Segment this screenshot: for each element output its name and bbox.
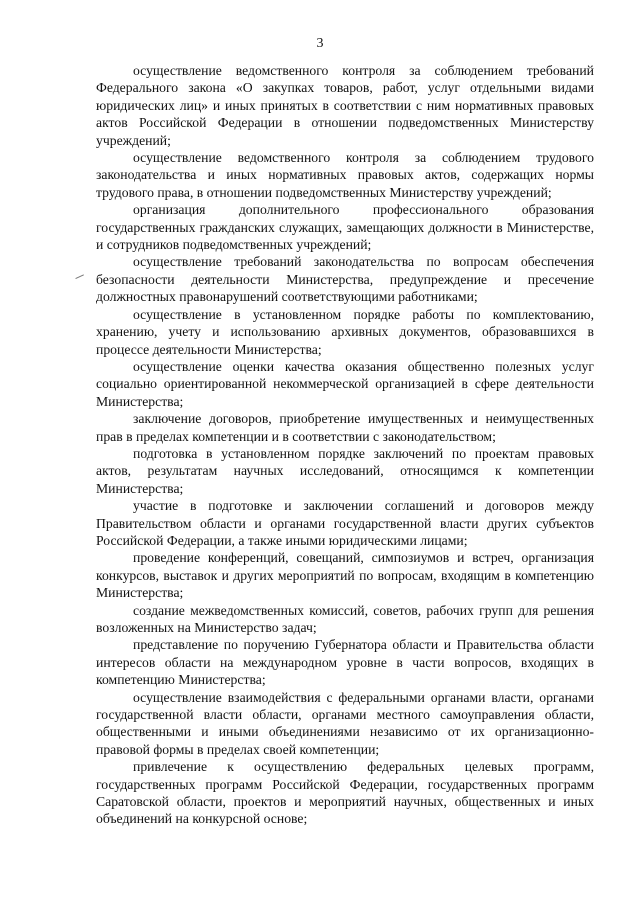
paragraph-conferences: проведение конференций, совещаний, симпозиумов и встреч, организация конкурсов, выставок и других мероприятий по вопросам, входящим в компетенцию Министерства; [96,550,594,601]
margin-pen-mark [75,274,85,282]
paragraph-interaction: осуществление взаимодействия с федеральными органами власти, органами государственной власти области, органами местного самоуправления области, общественными и иными объединениями независимо от их организационно-правовой формы в пределах своей компетенции; [96,689,594,757]
paragraph-commissions: создание межведомственных комиссий, советов, рабочих групп для решения возложенных на Министерство задач; [96,602,594,635]
page-number: 3 [316,36,324,51]
document-body [96,62,594,828]
paragraph-departmental-control-procurement: осуществление ведомственного контроля за соблюдением требований Федерального закона «О закупках товаров, работ, услуг отдельными видами юридических лиц» и иных принятых в соответствии с ним нормативных правовых актов Российской Федерации в отношении подведомственных Министерству учреждений; [96,63,594,148]
paragraph-professional-education: организация дополнительного профессионального образования государственных гражданских служащих, замещающих должности в Министерстве, и сотрудников подведомственных учреждений; [96,202,594,253]
paragraph-archive-documents: осуществление в установленном порядке работы по комплектованию, хранению, учету и использованию архивных документов, образовавшихся в процессе деятельности Министерства; [96,306,594,357]
paragraph-programs-involvement: привлечение к осуществлению федеральных целевых программ, государственных программ Российской Федерации, государственных программ Саратовской области, проектов и мероприятий научных, общественных и иных объединений на конкурсной основе; [96,759,594,827]
paragraph-security-requirements: осуществление требований законодательства по вопросам обеспечения безопасности деятельности Министерства, предупреждение и пресечение должностных правонарушений соответствующими работниками; [96,254,594,305]
paragraph-service-quality-assessment: осуществление оценки качества оказания общественно полезных услуг социально ориентированной некоммерческой организацией в сфере деятельности Министерства; [96,358,594,409]
paragraph-legal-conclusions: подготовка в установленном порядке заключений по проектам правовых актов, результатам научных исследований, относящимся к компетенции Министерства; [96,445,594,496]
paragraph-international-representation: представление по поручению Губернатора области и Правительства области интересов области на международном уровне в части вопросов, входящих в компетенцию Министерства; [96,637,594,688]
paragraph-departmental-control-labor: осуществление ведомственного контроля за соблюдением трудового законодательства и иных нормативных правовых актов, содержащих нормы трудового права, в отношении подведомственных Министерству учреждений; [96,150,594,200]
paragraph-agreements: участие в подготовке и заключении соглашений и договоров между Правительством области и органами государственной власти других субъектов Российской Федерации, а также иными юридическими лицами; [96,498,594,548]
paragraph-contracts: заключение договоров, приобретение имущественных и неимущественных прав в пределах компетенции и в соответствии с законодательством; [96,411,594,444]
